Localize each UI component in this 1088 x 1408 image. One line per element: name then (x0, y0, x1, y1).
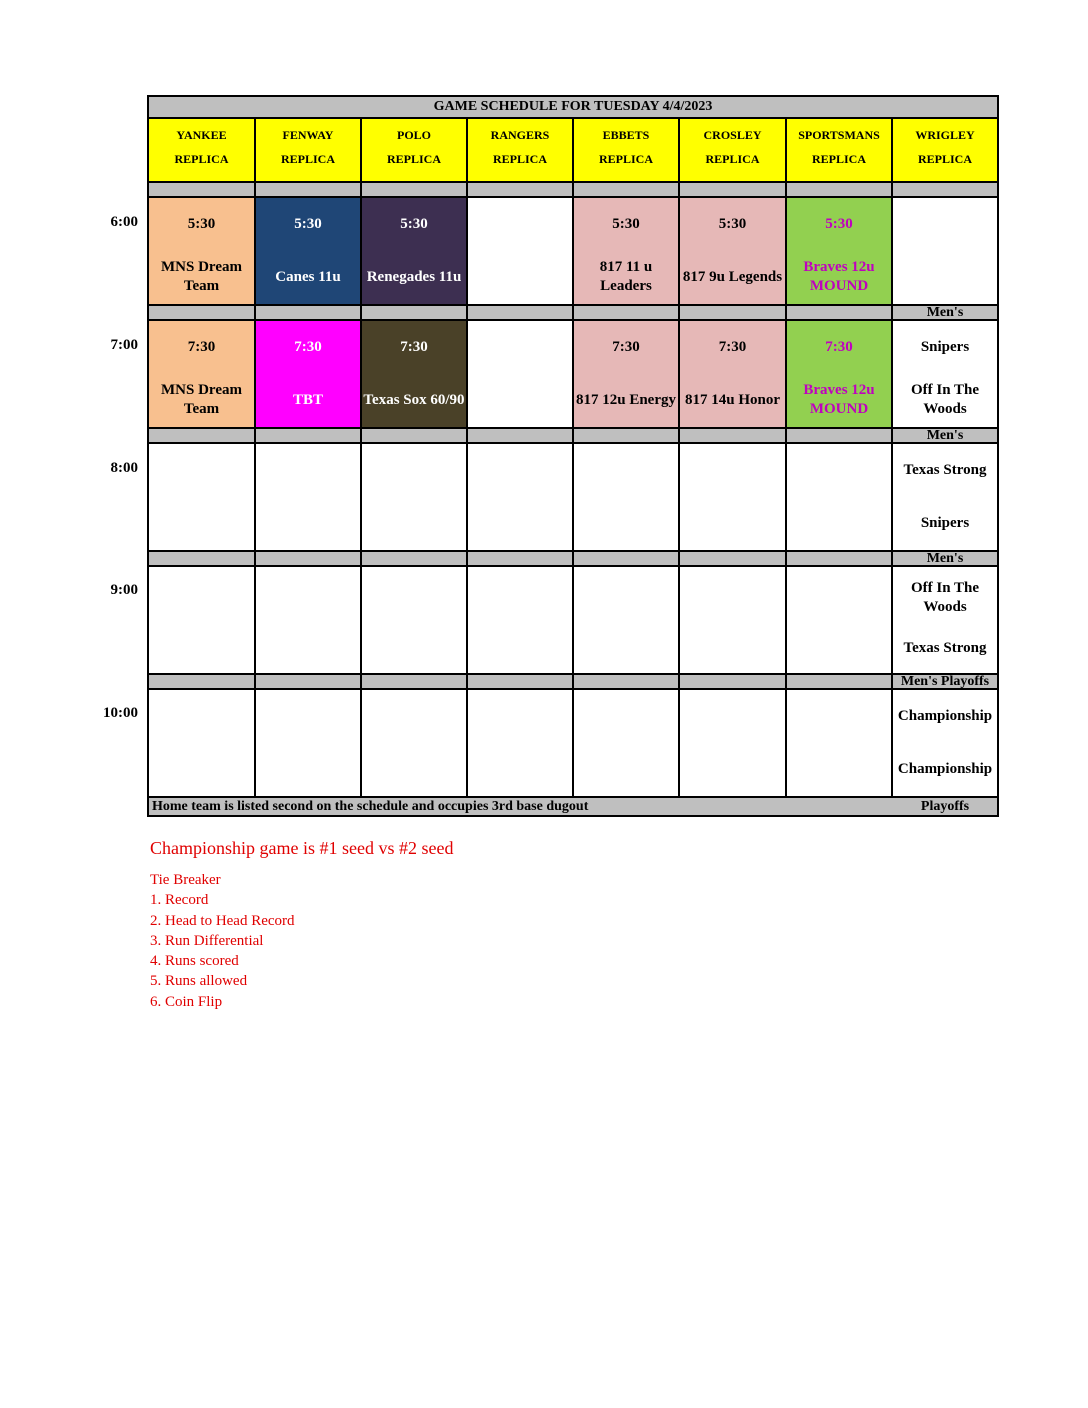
field-subtitle: REPLICA (705, 152, 760, 166)
separator-cell (680, 675, 785, 688)
game-cell (787, 198, 891, 304)
game-cell (468, 321, 572, 427)
game-time: 7:30 (718, 339, 747, 355)
game-cell (468, 690, 572, 796)
wrigley-matchup-top: Off In The Woods (910, 580, 980, 615)
tiebreaker-item: 1. Record (150, 892, 209, 909)
team-name: Canes 11u (275, 268, 341, 285)
separator-cell (362, 183, 466, 196)
game-cell (362, 444, 466, 550)
field-subtitle: REPLICA (811, 152, 866, 166)
game-cell (362, 198, 466, 304)
field-name: POLO (396, 128, 431, 142)
separator-cell (787, 429, 891, 442)
game-cell (149, 444, 254, 550)
separator-cell (468, 552, 572, 565)
game-cell (893, 198, 997, 304)
game-cell (893, 690, 997, 796)
team-name: 817 12u Energy (575, 391, 676, 408)
separator-cell (787, 306, 891, 319)
separator-cell: Men's (893, 429, 997, 442)
game-cell (468, 444, 572, 550)
field-name: WRIGLEY (915, 128, 975, 142)
game-cell (149, 321, 254, 427)
game-cell (574, 567, 678, 673)
separator-cell: Men's (893, 306, 997, 319)
separator-cell (574, 183, 678, 196)
game-cell (362, 690, 466, 796)
schedule-title: GAME SCHEDULE FOR TUESDAY 4/4/2023 (149, 97, 997, 117)
game-cell (574, 444, 678, 550)
separator-cell (680, 306, 785, 319)
separator-cell (149, 306, 254, 319)
separator-cell (574, 552, 678, 565)
game-cell (680, 567, 785, 673)
game-time: 5:30 (718, 216, 747, 232)
field-header (149, 119, 254, 181)
game-cell (680, 198, 785, 304)
separator-cell (362, 552, 466, 565)
game-cell (680, 690, 785, 796)
time-label: 10:00 (103, 705, 138, 721)
separator-cell (680, 429, 785, 442)
field-subtitle: REPLICA (174, 152, 229, 166)
tiebreaker-list (150, 870, 295, 1012)
separator-cell: Men's (893, 552, 997, 565)
separator-cell (468, 675, 572, 688)
separator-cell (787, 552, 891, 565)
game-cell (574, 198, 678, 304)
team-name: Off In The Woods (910, 382, 980, 417)
tiebreaker-item: 5. Runs allowed (150, 973, 248, 990)
field-header (787, 119, 891, 181)
game-cell (468, 567, 572, 673)
field-name: SPORTSMANS (798, 128, 880, 142)
team-name: 817 14u Honor (684, 391, 780, 408)
game-cell (362, 321, 466, 427)
separator-cell (787, 675, 891, 688)
game-cell (680, 444, 785, 550)
separator-cell (149, 675, 254, 688)
team-name: Braves 12u MOUND (803, 259, 875, 294)
field-header (256, 119, 360, 181)
separator-cell (362, 675, 466, 688)
game-time: 7:30 (825, 339, 853, 355)
field-header (893, 119, 997, 181)
footer-note-bar (149, 798, 997, 815)
team-name: 817 11 u Leaders (599, 259, 653, 294)
separator-cell (468, 429, 572, 442)
championship-note: Championship game is #1 seed vs #2 seed (150, 838, 454, 858)
separator-cell (468, 183, 572, 196)
separator-cell (256, 429, 360, 442)
game-cell (787, 690, 891, 796)
separator-cell (574, 306, 678, 319)
team-name: Renegades 11u (366, 268, 462, 285)
team-name: TBT (292, 391, 323, 408)
game-cell (574, 690, 678, 796)
game-cell (149, 198, 254, 304)
separator-cell (574, 675, 678, 688)
separator-cell (468, 306, 572, 319)
game-cell (256, 198, 360, 304)
game-cell (149, 690, 254, 796)
game-cell (574, 321, 678, 427)
game-cell (787, 567, 891, 673)
tiebreaker-item: 2. Head to Head Record (150, 912, 295, 929)
footer-playoffs: Playoffs (920, 798, 970, 814)
wrigley-matchup-top: Texas Strong (903, 462, 987, 478)
game-time: 5:30 (825, 216, 853, 232)
field-name: EBBETS (602, 128, 650, 142)
separator-cell (256, 552, 360, 565)
game-time: 7:30 (294, 339, 322, 355)
field-header (680, 119, 785, 181)
tiebreaker-heading: Tie Breaker (150, 872, 221, 888)
separator-cell (680, 552, 785, 565)
game-cell (680, 321, 785, 427)
field-subtitle: REPLICA (598, 152, 653, 166)
wrigley-matchup-bottom: Texas Strong (903, 640, 987, 656)
game-time: 7:30 (612, 339, 640, 355)
game-cell (468, 198, 572, 304)
time-label: 6:00 (110, 214, 138, 230)
wrigley-matchup-top: Championship (897, 708, 993, 724)
separator-cell: Men's Playoffs (893, 675, 997, 688)
game-cell (256, 567, 360, 673)
separator-cell (256, 306, 360, 319)
field-subtitle: REPLICA (492, 152, 547, 166)
game-cell (893, 444, 997, 550)
separator-cell (149, 183, 254, 196)
separator-cell (787, 183, 891, 196)
game-cell (256, 690, 360, 796)
team-name: MNS Dream Team (161, 382, 242, 417)
field-name: YANKEE (176, 128, 227, 142)
field-header (468, 119, 572, 181)
separator-cell (149, 429, 254, 442)
game-time: 5:30 (612, 216, 640, 232)
game-cell (256, 444, 360, 550)
separator-cell (893, 183, 997, 196)
team-name: Braves 12u MOUND (803, 382, 875, 417)
game-cell (256, 321, 360, 427)
field-header (574, 119, 678, 181)
field-subtitle: REPLICA (280, 152, 335, 166)
tiebreaker-item: 3. Run Differential (150, 932, 264, 949)
game-time: 5:30 (187, 216, 216, 232)
game-time: 5:30 (400, 216, 428, 232)
game-cell (787, 321, 891, 427)
game-cell (893, 321, 997, 427)
field-name: RANGERS (490, 128, 550, 142)
time-label: 9:00 (110, 582, 138, 598)
separator-cell (680, 183, 785, 196)
footer-note: Home team is listed second on the schedule and occupies 3rd base dugout (152, 798, 589, 814)
field-name: CROSLEY (703, 128, 762, 142)
separator-cell (362, 306, 466, 319)
separator-cell (256, 675, 360, 688)
wrigley-matchup-bottom: Snipers (920, 515, 970, 531)
game-time: 7:30 (187, 339, 216, 355)
time-label: 8:00 (110, 460, 138, 476)
game-cell (893, 567, 997, 673)
time-label: 7:00 (110, 337, 138, 353)
schedule-table (147, 95, 999, 817)
separator-cell (149, 552, 254, 565)
separator-cell (362, 429, 466, 442)
game-time: 5:30 (294, 216, 322, 232)
tiebreaker-item: 4. Runs scored (150, 953, 239, 970)
field-name: FENWAY (282, 128, 334, 142)
field-subtitle: REPLICA (386, 152, 441, 166)
field-subtitle: REPLICA (917, 152, 972, 166)
team-name: Texas Sox 60/90 (363, 391, 465, 408)
game-cell (362, 567, 466, 673)
game-cell (149, 567, 254, 673)
game-cell (787, 444, 891, 550)
field-header (362, 119, 466, 181)
tiebreaker-item: 6. Coin Flip (150, 993, 223, 1010)
separator-cell (574, 429, 678, 442)
separator-cell (256, 183, 360, 196)
wrigley-matchup-bottom: Championship (897, 761, 993, 777)
team-name: MNS Dream Team (161, 259, 242, 294)
game-time: 7:30 (400, 339, 428, 355)
game-time: Snipers (920, 339, 970, 355)
team-name: 817 9u Legends (682, 268, 783, 285)
